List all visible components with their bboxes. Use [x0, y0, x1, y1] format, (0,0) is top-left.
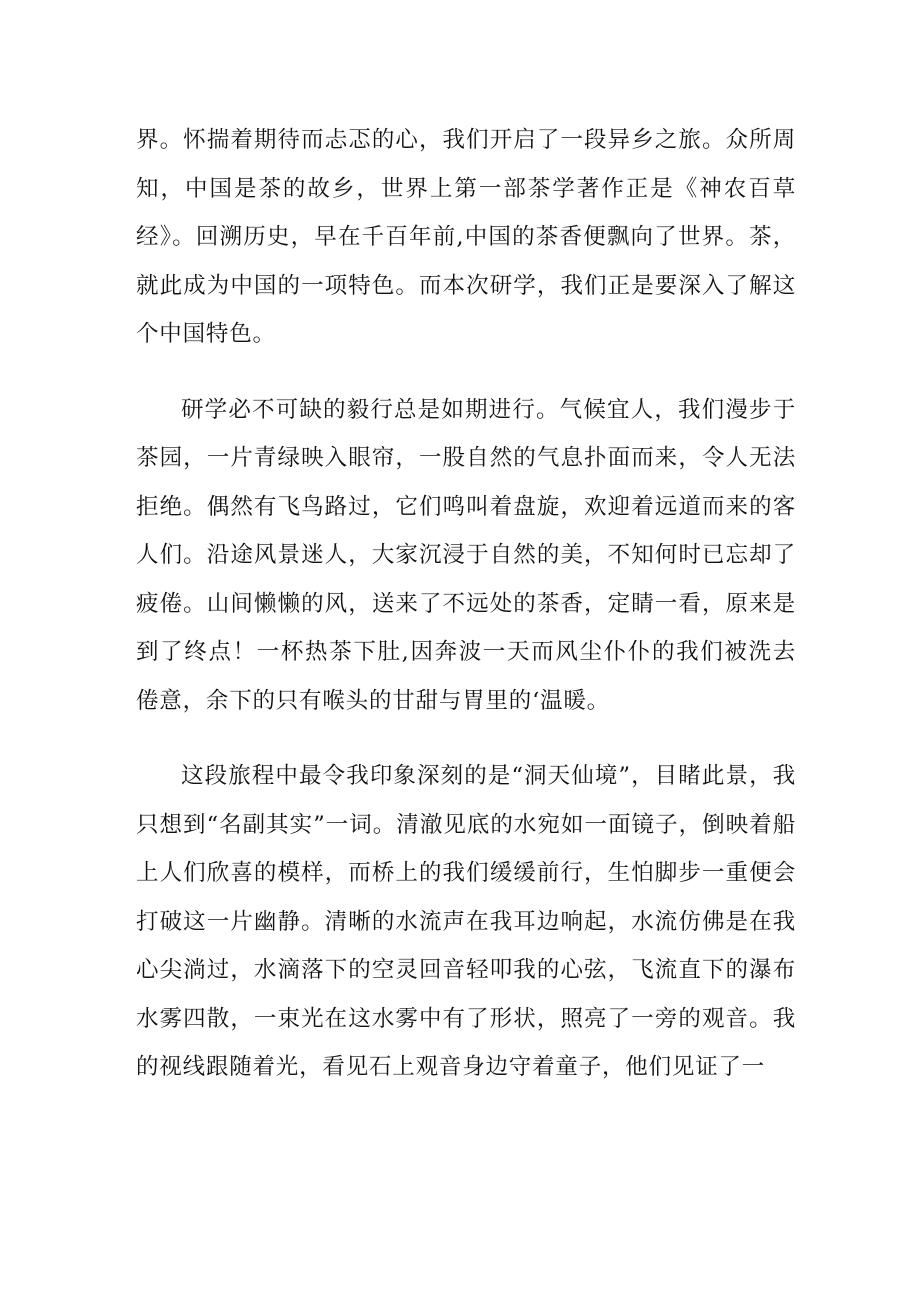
paragraph-3: 这段旅程中最令我印象深刻的是“洞天仙境”，目睹此景，我只想到“名副其实”一词。清澈见底的水宛如一面镜子，倒映着船上人们欣喜的模样，而桥上的我们缓缓前行，生怕脚步一重便会打破这一片幽静。清晰的水流声在我耳边响起，水流仿佛是在我心尖淌过，水滴落下的空灵回音轻叩我的心弦，飞流直下的瀑布水雾四散，一束光在这水雾中有了形状，照亮了一旁的观音。我的视线跟随着光，看见石上观音身边守着童子，他们见证了一: [136, 763, 796, 1080]
paragraph-1: 界。怀揣着期待而忐忑的心，我们开启了一段异乡之旅。众所周知，中国是茶的故乡，世界上第一部茶学著作正是《神农百草经》。回溯历史，早在千百年前,中国的茶香便飘向了世界。茶，就此成为中国的一项特色。而本次研学，我们正是要深入了解这个中国特色。: [136, 127, 796, 347]
paragraph-2: 研学必不可缺的毅行总是如期进行。气候宜人，我们漫步于茶园，一片青绿映入眼帘，一股自然的气息扑面而来，令人无法拒绝。偶然有飞鸟路过，它们鸣叫着盘旋，欢迎着远道而来的客人们。沿途风景迷人，大家沉浸于自然的美，不知何时已忘却了疲倦。山间懒懒的风，送来了不远处的茶香，定睛一看，原来是到了终点！一杯热茶下肚,因奔波一天而风尘仆仆的我们被洗去倦意，余下的只有喉头的甘甜与胃里的‘温暖。: [136, 396, 796, 714]
document-body: [136, 116, 796, 1119]
